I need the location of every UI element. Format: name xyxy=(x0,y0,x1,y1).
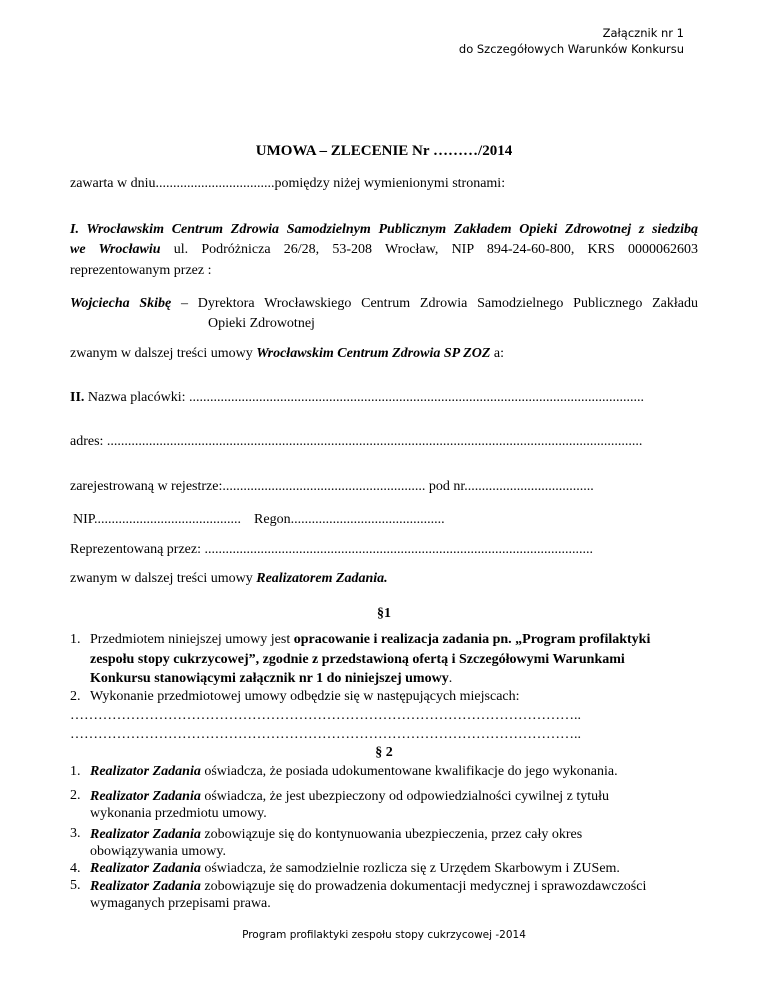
section1-item1-end: . xyxy=(448,671,453,686)
section2-heading: § 2 xyxy=(375,745,393,760)
section2-item1 xyxy=(90,764,618,780)
party2-facility: Nazwa placówki: .................................................................................................................................. xyxy=(87,390,644,405)
party2-called-name: Realizatorem Zadania. xyxy=(256,571,388,586)
section2-item1-actor: Realizator Zadania xyxy=(90,764,201,779)
section2-item4-actor: Realizator Zadania xyxy=(90,861,201,876)
section1-dots-line2: ……………………………………………………………………………………………….. xyxy=(70,727,581,742)
party1-name-line1: I. Wrocławskim Centrum Zdrowia Samodzielnym Publicznym Zakładem Opieki Zdrowotnej z siedzibą xyxy=(70,222,698,237)
party1-called-prefix: zwanym w dalszej treści umowy xyxy=(70,346,253,361)
section2-item1-number: 1. xyxy=(70,764,81,779)
party2-registry: zarejestrowaną w rejestrze:.......................................................... pod nr..................................... xyxy=(70,479,594,494)
section2-item1-text: oświadcza, że posiada udokumentowane kwalifikacje do jego wykonania. xyxy=(200,764,618,779)
intro-text: zawarta w dniu..................................pomiędzy niżej wymienionymi stronami: xyxy=(70,176,506,191)
section1-item1-number: 1. xyxy=(70,632,81,647)
party2-label: II. xyxy=(70,390,85,405)
section2-item4-number: 4. xyxy=(70,861,81,876)
party1-called-suffix: a: xyxy=(493,346,504,361)
annex-sublabel: do Szczegółowych Warunków Konkursu xyxy=(458,42,684,56)
section2-item3 xyxy=(90,826,650,860)
section2-item2-actor: Realizator Zadania xyxy=(90,789,201,804)
annex-label: Załącznik nr 1 xyxy=(602,26,684,40)
section2-item5-actor: Realizator Zadania xyxy=(90,879,201,894)
section2-item4 xyxy=(90,861,620,877)
section1-item1-bold-c: Konkursu stanowiącymi załącznik nr 1 do niniejszej umowy xyxy=(90,671,449,686)
party1-called-name: Wrocławskim Centrum Zdrowia SP ZOZ xyxy=(256,346,491,361)
page-footer: Program profilaktyki zespołu stopy cukrzycowej -2014 xyxy=(242,929,526,941)
section2-item2-text: oświadcza, że jest ubezpieczony od odpowiedzialności cywilnej z tytułu wykonania przedmiotu umowy. xyxy=(90,789,610,821)
section1-item1-line2: zespołu stopy cukrzycowej”, zgodnie z przedstawioną ofertą i Szczegółowymi Warunkami xyxy=(90,652,625,667)
party1-rep-line1 xyxy=(70,296,698,312)
section1-heading: §1 xyxy=(377,606,391,621)
party2-regon: Regon............................................ xyxy=(254,512,445,527)
section2-item4-text: oświadcza, że samodzielnie rozlicza się z Urzędem Skarbowym i ZUSem. xyxy=(200,861,620,876)
section2-item5 xyxy=(90,878,710,912)
section2-item2 xyxy=(90,788,650,822)
section1-item1-bold-a: opracowanie i realizacja zadania pn. „Program profilaktyki xyxy=(293,632,651,647)
section1-item1-line3 xyxy=(90,671,452,687)
party2-called xyxy=(70,571,388,587)
party1-city: we Wrocławiu xyxy=(70,242,161,257)
party1-rep-name: Wojciecha Skibę xyxy=(70,296,172,311)
party1-called xyxy=(70,346,504,362)
document-title: UMOWA – ZLECENIE Nr ………/2014 xyxy=(255,143,513,159)
party2-called-prefix: zwanym w dalszej treści umowy xyxy=(70,571,253,586)
party2-address: adres: ......................................................................................................................................................... xyxy=(70,434,643,449)
section1-item1-line1 xyxy=(90,632,650,648)
section2-item3-actor: Realizator Zadania xyxy=(90,827,201,842)
section2-item3-number: 3. xyxy=(70,826,81,841)
section2-item2-number: 2. xyxy=(70,788,81,803)
section1-item2-number: 2. xyxy=(70,689,81,704)
party1-rep-role: – Dyrektora Wrocławskiego Centrum Zdrowia Samodzielnego Publicznego Zakładu xyxy=(181,296,698,311)
party1-rep-role-line2: Opieki Zdrowotnej xyxy=(208,316,315,331)
party2-nip: NIP.......................................... xyxy=(73,512,242,527)
section2-item3-text: zobowiązuje się do kontynuowania ubezpieczenia, przez cały okres obowiązywania umowy. xyxy=(90,827,583,859)
party1-address-line xyxy=(70,242,698,258)
section1-dots-line1: ……………………………………………………………………………………………….. xyxy=(70,708,581,723)
section1-item2: Wykonanie przedmiotowej umowy odbędzie się w następujących miejscach: xyxy=(90,689,520,704)
party1-represented: reprezentowanym przez : xyxy=(70,263,212,278)
section2-item5-number: 5. xyxy=(70,878,81,893)
section1-item1-prefix: Przedmiotem niniejszej umowy jest xyxy=(90,632,291,647)
section2-item5-text: zobowiązuje się do prowadzenia dokumentacji medycznej i sprawozdawczości wymaganych przepisami prawa. xyxy=(90,879,647,911)
party2-facility-line xyxy=(70,390,644,406)
party1-address: ul. Podróżnicza 26/28, 53-208 Wrocław, NIP 894-24-60-800, KRS 0000062603 xyxy=(173,242,698,257)
party2-represented: Reprezentowaną przez: ............................................................................................................... xyxy=(70,542,593,557)
party2-nip-regon xyxy=(73,512,445,528)
